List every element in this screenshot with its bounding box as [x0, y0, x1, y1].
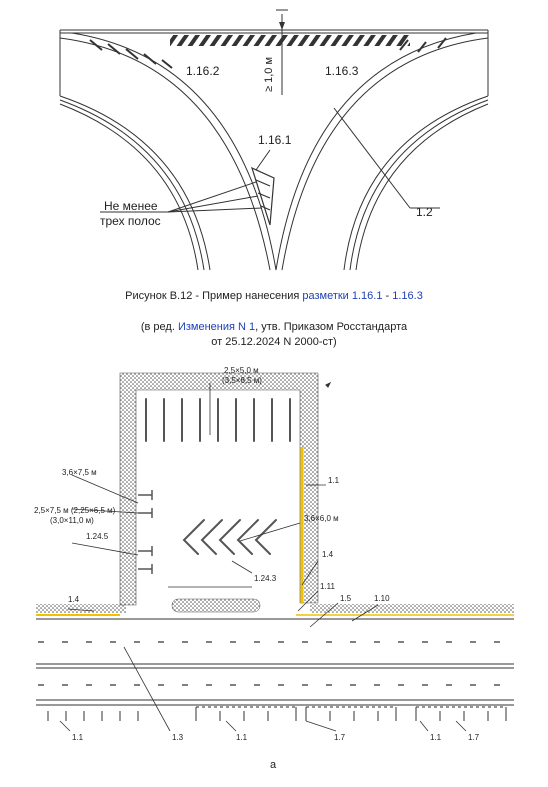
figure-top-junction [0, 0, 548, 280]
figure-sub-label: а [270, 759, 277, 771]
caption-dash: - [382, 290, 393, 302]
label-gap-dimension: ≥ 1,0 м [263, 56, 275, 92]
label-1-3: 1.3 [172, 733, 184, 742]
figure-bottom-parking [0, 355, 548, 787]
amendment-open: (в ред. [140, 321, 178, 333]
label-1-1-b3: 1.1 [430, 733, 442, 742]
label-1-1-right: 1.1 [328, 476, 340, 485]
label-1-1-b2: 1.1 [236, 733, 248, 742]
amendment-line2: от 25.12.2024 N 2000-ст) [211, 336, 337, 348]
label-1-4-right: 1.4 [322, 550, 334, 559]
amendment-note [0, 320, 548, 350]
label-1-2: 1.2 [416, 205, 433, 219]
label-lanes-note-1: Не менее [104, 199, 158, 213]
label-size-left-2: 2,5×7,5 м (2,25×6,5 м) [34, 506, 116, 515]
label-1-4-left: 1.4 [68, 595, 80, 604]
label-size-left-3: (3,0×11,0 м) [50, 516, 94, 525]
figure-caption [0, 289, 548, 304]
marking-1-16-3-hatch [170, 35, 410, 46]
label-size-right: 3,6×6,0 м [304, 514, 339, 523]
label-1-24-3: 1.24.3 [254, 574, 277, 583]
label-1-5: 1.5 [340, 594, 352, 603]
caption-link-1-16-3[interactable]: 1.16.3 [392, 290, 423, 302]
label-1-7-b2: 1.7 [468, 733, 480, 742]
label-size-top-2: (3,5×8,5 м) [222, 376, 262, 385]
label-size-top-1: 2,5×5,0 м [224, 366, 259, 375]
label-1-11: 1.11 [320, 582, 335, 591]
label-size-left-1: 3,6×7,5 м [62, 468, 97, 477]
caption-link-1-16-1[interactable]: разметки 1.16.1 [302, 290, 383, 302]
label-1-7-b1: 1.7 [334, 733, 346, 742]
amendment-rest: , утв. Приказом Росстандарта [255, 321, 408, 333]
label-1-16-3: 1.16.3 [325, 64, 359, 78]
label-1-10: 1.10 [374, 594, 390, 603]
caption-text: Рисунок В.12 - Пример нанесения [125, 290, 303, 302]
label-1-16-1: 1.16.1 [258, 133, 292, 147]
label-lanes-note-2: трех полос [100, 214, 161, 228]
amendment-link[interactable]: Изменения N 1 [177, 321, 256, 333]
label-1-1-b1: 1.1 [72, 733, 84, 742]
label-1-24-5: 1.24.5 [86, 532, 109, 541]
label-1-16-2: 1.16.2 [186, 64, 220, 78]
